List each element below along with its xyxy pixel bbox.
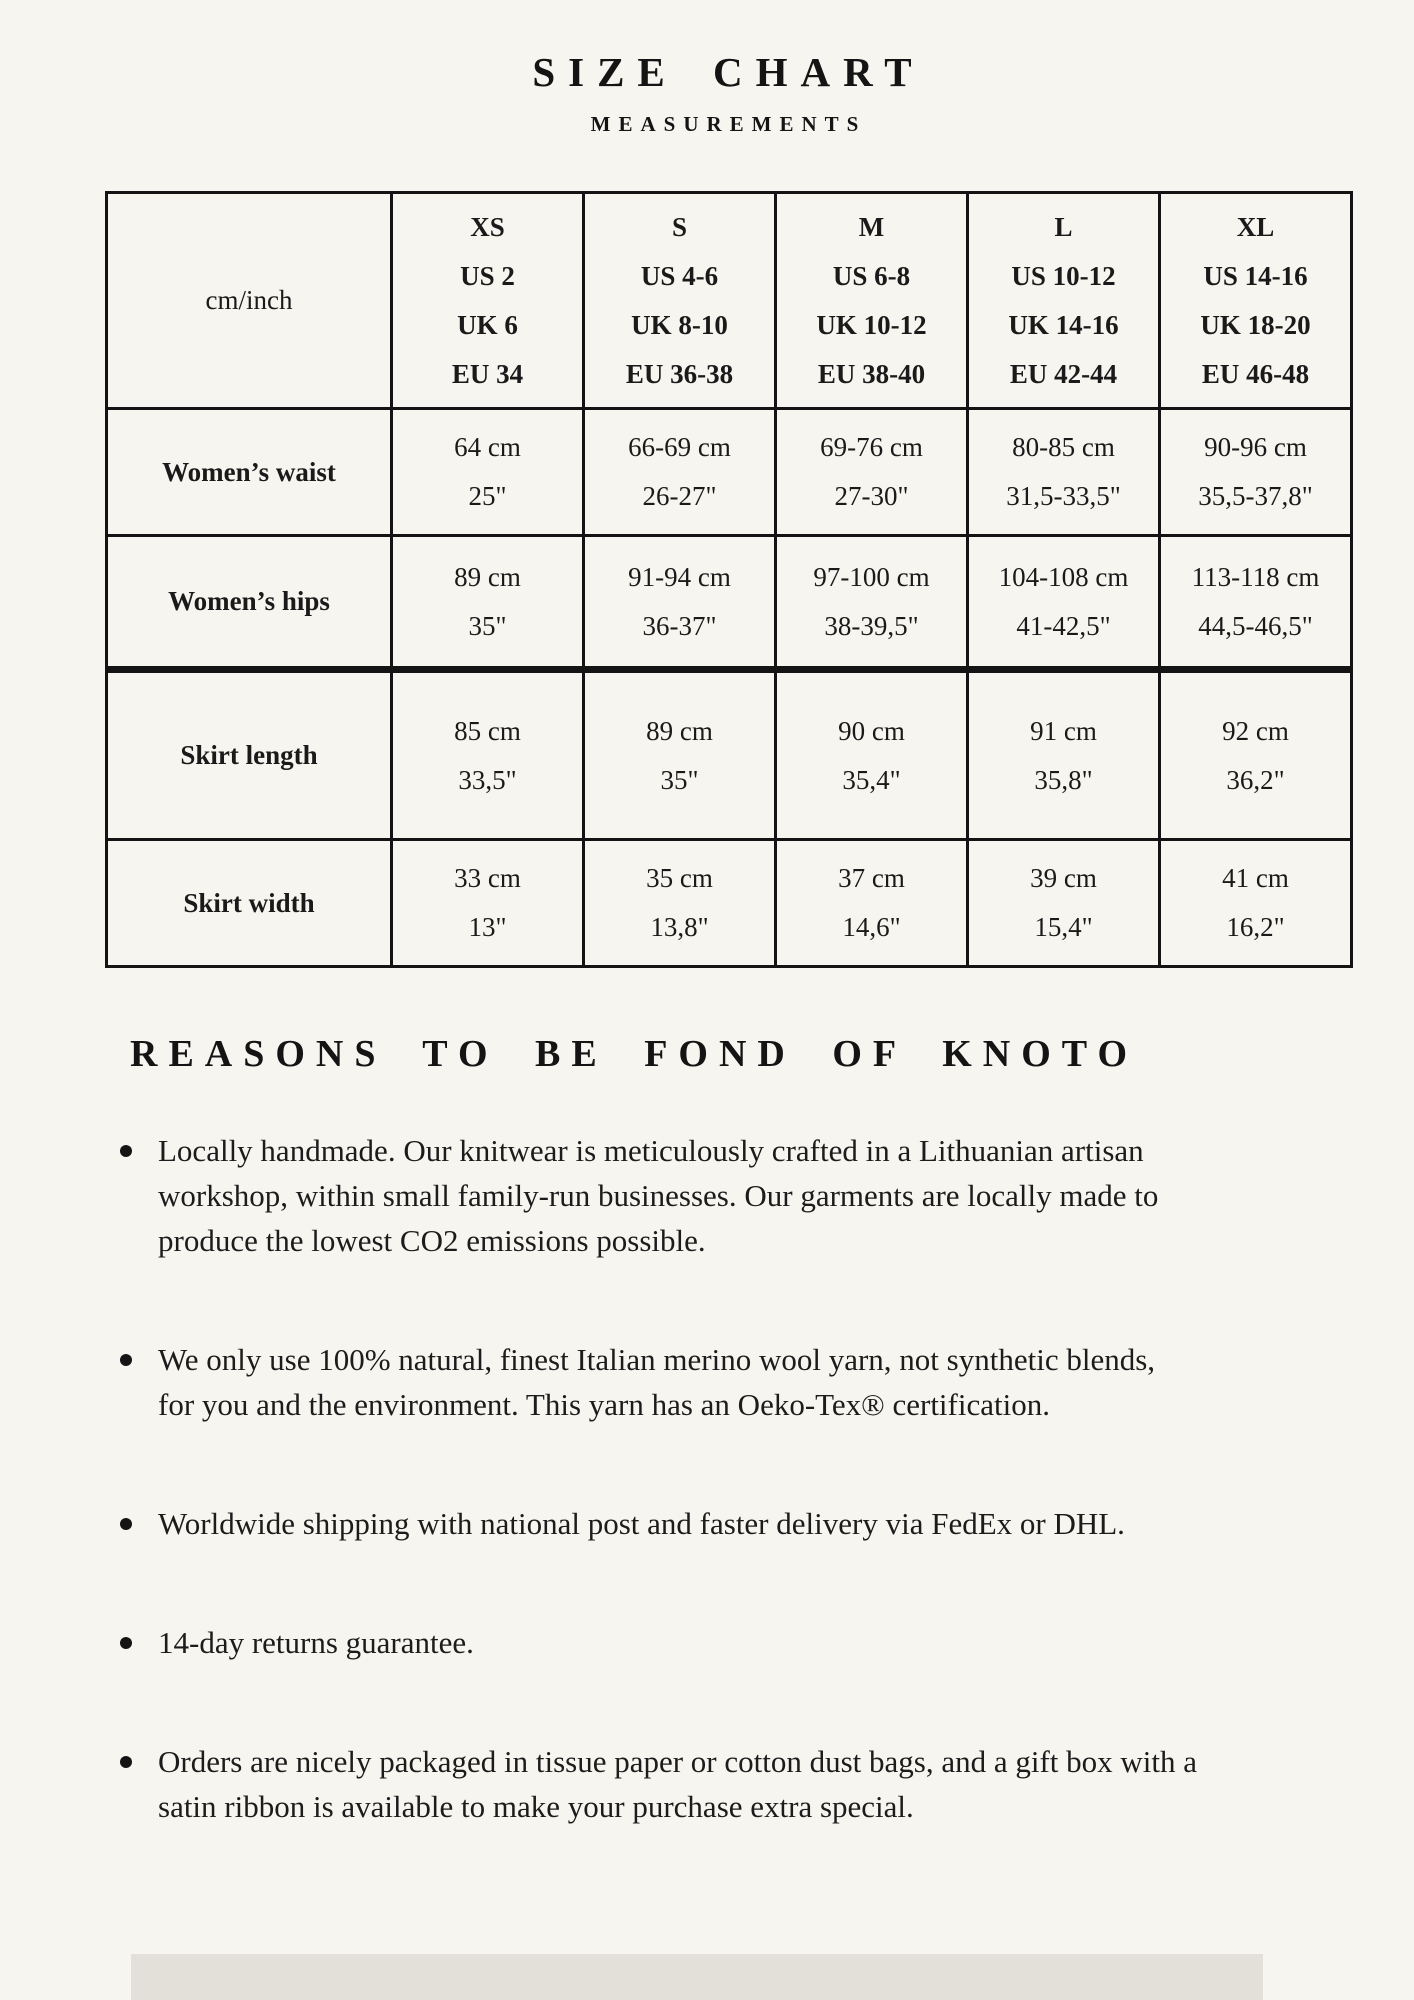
uk-size: UK 10-12 bbox=[816, 309, 927, 340]
cm-value: 90-96 cm bbox=[1204, 432, 1307, 462]
inch-value: 33,5" bbox=[458, 764, 517, 795]
row-label: Skirt width bbox=[107, 840, 392, 967]
eu-size: EU 34 bbox=[451, 358, 524, 389]
inch-value: 41-42,5" bbox=[1016, 610, 1111, 641]
table-cell bbox=[584, 670, 776, 840]
eu-size: EU 42-44 bbox=[1009, 358, 1118, 389]
table-cell bbox=[392, 536, 584, 670]
bullet-icon bbox=[120, 1354, 132, 1366]
row-label: Women’s hips bbox=[107, 536, 392, 670]
bullet-icon bbox=[120, 1518, 132, 1530]
inch-value: 14,6" bbox=[842, 912, 901, 942]
inch-value: 35,8" bbox=[1034, 764, 1093, 795]
cm-value: 64 cm bbox=[454, 432, 521, 462]
inch-value: 35" bbox=[660, 764, 699, 795]
cm-value: 69-76 cm bbox=[820, 432, 923, 462]
eu-size: EU 38-40 bbox=[817, 358, 926, 389]
bottom-image-edge bbox=[131, 1954, 1263, 2000]
table-cell bbox=[392, 840, 584, 967]
us-size: US 4-6 bbox=[640, 260, 719, 291]
bullet-icon bbox=[120, 1637, 132, 1649]
inch-value: 35,5-37,8" bbox=[1198, 481, 1313, 511]
cm-value: 35 cm bbox=[646, 863, 713, 893]
size-label: L bbox=[1054, 211, 1073, 242]
size-label: XS bbox=[470, 211, 505, 242]
inch-value: 13,8" bbox=[650, 912, 709, 942]
uk-size: UK 6 bbox=[457, 309, 518, 340]
cm-value: 41 cm bbox=[1222, 863, 1289, 893]
cm-value: 89 cm bbox=[454, 561, 521, 592]
bullet-icon bbox=[120, 1756, 132, 1768]
table-cell bbox=[584, 840, 776, 967]
uk-size: UK 8-10 bbox=[631, 309, 728, 340]
inch-value: 35,4" bbox=[842, 764, 901, 795]
inch-value: 16,2" bbox=[1226, 912, 1285, 942]
table-cell bbox=[776, 840, 968, 967]
table-cell bbox=[584, 409, 776, 536]
inch-value: 31,5-33,5" bbox=[1006, 481, 1121, 511]
size-column-header-xl bbox=[1160, 193, 1352, 409]
table-cell bbox=[1160, 536, 1352, 670]
list-item bbox=[120, 1739, 1352, 1829]
us-size: US 14-16 bbox=[1203, 260, 1308, 291]
inch-value: 38-39,5" bbox=[824, 610, 919, 641]
table-cell bbox=[968, 670, 1160, 840]
table-row-skirt-length bbox=[107, 670, 1352, 840]
table-cell bbox=[968, 536, 1160, 670]
inch-value: 15,4" bbox=[1034, 912, 1093, 942]
cm-value: 66-69 cm bbox=[628, 432, 731, 462]
us-size: US 6-8 bbox=[832, 260, 911, 291]
size-label: S bbox=[671, 211, 688, 242]
table-cell bbox=[392, 670, 584, 840]
page-subtitle: MEASUREMENTS bbox=[590, 112, 867, 136]
reason-text: Orders are nicely packaged in tissue paper or cotton dust bags, and a gift box with a satin ribbon is available to make your purchase extra special. bbox=[158, 1744, 1198, 1824]
table-cell bbox=[776, 536, 968, 670]
cm-value: 39 cm bbox=[1030, 863, 1097, 893]
table-cell bbox=[584, 536, 776, 670]
inch-value: 26-27" bbox=[642, 481, 717, 511]
size-label: XL bbox=[1236, 211, 1275, 242]
us-size: US 2 bbox=[460, 260, 515, 291]
eu-size: EU 36-38 bbox=[625, 358, 734, 389]
table-cell bbox=[392, 409, 584, 536]
cm-value: 80-85 cm bbox=[1012, 432, 1115, 462]
cm-value: 89 cm bbox=[646, 715, 713, 746]
cm-value: 91 cm bbox=[1030, 715, 1097, 746]
inch-value: 36-37" bbox=[642, 610, 717, 641]
page-title: SIZE CHART bbox=[532, 49, 925, 95]
cm-value: 97-100 cm bbox=[813, 561, 930, 592]
us-size: US 10-12 bbox=[1011, 260, 1116, 291]
eu-size: EU 46-48 bbox=[1201, 358, 1310, 389]
cm-value: 91-94 cm bbox=[628, 561, 731, 592]
cm-value: 90 cm bbox=[838, 715, 905, 746]
list-item bbox=[120, 1620, 1352, 1665]
table-cell bbox=[1160, 670, 1352, 840]
size-column-header-s bbox=[584, 193, 776, 409]
inch-value: 27-30" bbox=[834, 481, 909, 511]
corner-unit-label: cm/inch bbox=[107, 193, 392, 409]
size-chart-table bbox=[105, 191, 1353, 968]
table-cell bbox=[968, 409, 1160, 536]
inch-value: 13" bbox=[468, 912, 507, 942]
bullet-icon bbox=[120, 1145, 132, 1157]
cm-value: 33 cm bbox=[454, 863, 521, 893]
size-column-header-xs bbox=[392, 193, 584, 409]
size-column-header-m bbox=[776, 193, 968, 409]
uk-size: UK 14-16 bbox=[1008, 309, 1119, 340]
reasons-list bbox=[120, 1128, 1352, 1829]
table-cell bbox=[1160, 409, 1352, 536]
size-label: M bbox=[858, 211, 885, 242]
inch-value: 36,2" bbox=[1226, 764, 1285, 795]
table-header-row bbox=[107, 193, 1352, 409]
table-row-womens-hips bbox=[107, 536, 1352, 670]
size-column-header-l bbox=[968, 193, 1160, 409]
reason-text: 14-day returns guarantee. bbox=[158, 1625, 474, 1660]
table-cell bbox=[1160, 840, 1352, 967]
list-item bbox=[120, 1128, 1352, 1263]
row-label: Women’s waist bbox=[107, 409, 392, 536]
reason-text: We only use 100% natural, finest Italian merino wool yarn, not synthetic blends, for you and the environment. This yarn has an Oeko-Tex® certification. bbox=[158, 1342, 1156, 1422]
cm-value: 92 cm bbox=[1222, 715, 1289, 746]
table-cell bbox=[776, 670, 968, 840]
cm-value: 104-108 cm bbox=[998, 561, 1129, 592]
page-content bbox=[105, 0, 1352, 1829]
reason-text: Worldwide shipping with national post and faster delivery via FedEx or DHL. bbox=[158, 1506, 1125, 1541]
list-item bbox=[120, 1337, 1352, 1427]
inch-value: 25" bbox=[468, 481, 507, 511]
list-item bbox=[120, 1501, 1352, 1546]
cm-value: 85 cm bbox=[454, 715, 521, 746]
table-row-skirt-width bbox=[107, 840, 1352, 967]
table-row-womens-waist bbox=[107, 409, 1352, 536]
inch-value: 44,5-46,5" bbox=[1198, 610, 1313, 641]
table-cell bbox=[968, 840, 1160, 967]
reasons-heading: REASONS TO BE FOND OF KNOTO bbox=[130, 1033, 1139, 1075]
inch-value: 35" bbox=[468, 610, 507, 641]
reason-text: Locally handmade. Our knitwear is meticulously crafted in a Lithuanian artisan workshop, within small family-run businesses. Our garments are locally made to produce the lowest CO2 emissions possible. bbox=[158, 1133, 1159, 1258]
table-cell bbox=[776, 409, 968, 536]
cm-value: 113-118 cm bbox=[1191, 561, 1320, 592]
cm-value: 37 cm bbox=[838, 863, 905, 893]
uk-size: UK 18-20 bbox=[1200, 309, 1311, 340]
row-label: Skirt length bbox=[107, 670, 392, 840]
